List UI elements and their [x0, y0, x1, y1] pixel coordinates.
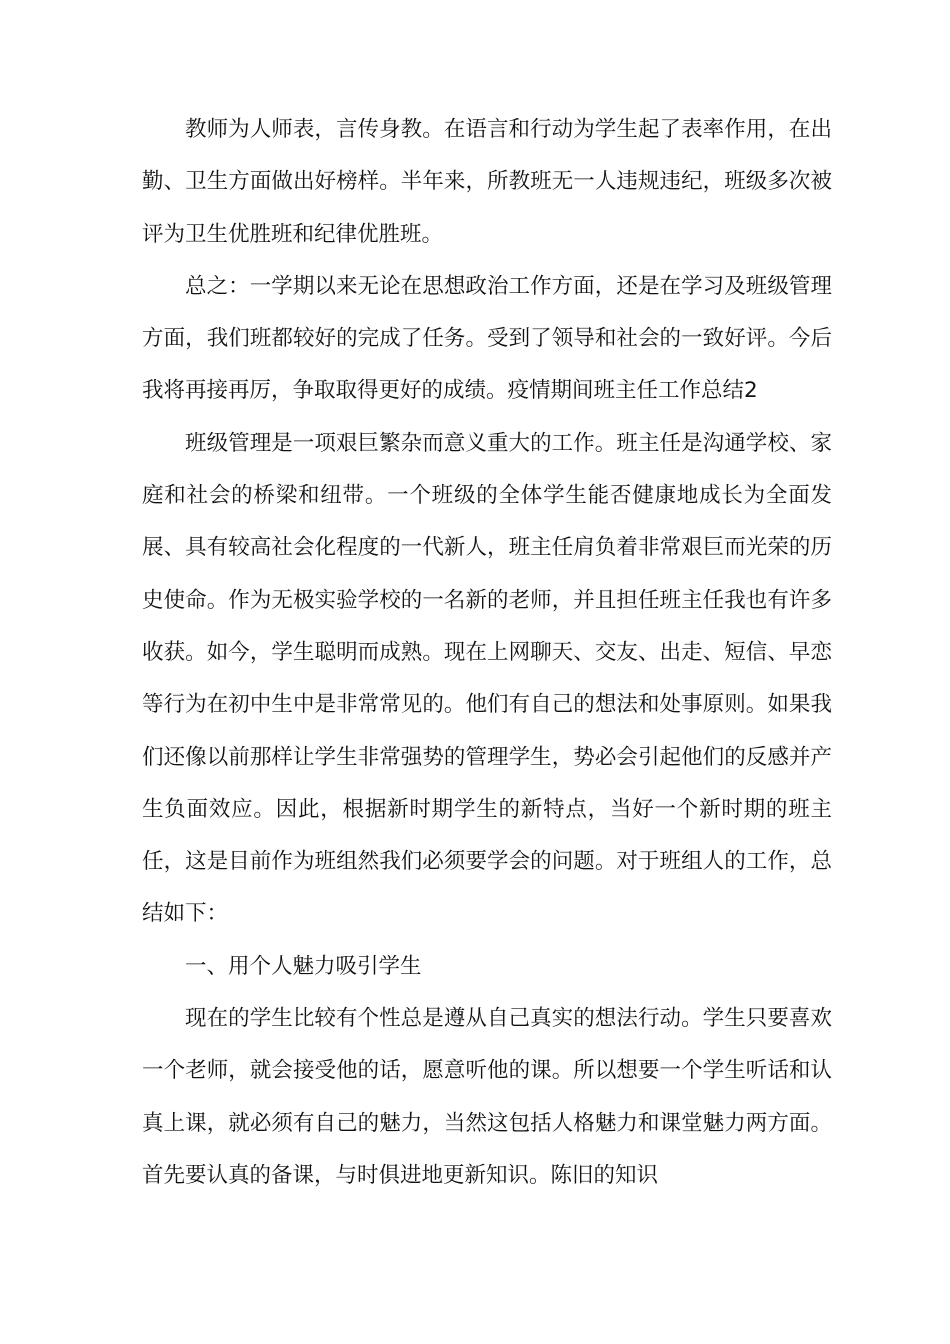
section-heading-personal-charm: 一、用个人魅力吸引学生 [185, 953, 422, 979]
document-body [142, 104, 832, 1202]
paragraph-personal-charm: 现在的学生比较有个性总是遵从自己真实的想法行动。学生只要喜欢一个老师，就会接受他的话，愿意听他的课。所以想要一个学生听话和认真上课，就必须有自己的魅力，当然这包括人格魅力和课堂魅力两方面。首先要认真的备课，与时俱进地更新知识。陈旧的知识 [142, 1006, 832, 1188]
paragraph-class-management: 班级管理是一项艰巨繁杂而意义重大的工作。班主任是沟通学校、家庭和社会的桥梁和纽带。一个班级的全体学生能否健康地成长为全面发展、具有较高社会化程度的一代新人，班主任肩负着非常艰巨而光荣的历史使命。作为无极实验学校的一名新的老师，并且担任班主任我也有许多收获。如今，学生聪明而成熟。现在上网聊天、交友、出走、短信、早恋等行为在初中生中是非常常见的。他们有自己的想法和处事原则。如果我们还像以前那样让学生非常强势的管理学生，势必会引起他们的反感并产生负面效应。因此，根据新时期学生的新特点，当好一个新时期的班主任，这是目前作为班组然我们必须要学会的问题。对于班组人的工作，总结如下： [142, 430, 832, 927]
paragraph-role-model: 教师为人师表，言传身教。在语言和行动为学生起了表率作用，在出勤、卫生方面做出好榜样。半年来，所教班无一人违规违纪，班级多次被评为卫生优胜班和纪律优胜班。 [142, 117, 832, 247]
paragraph-summary: 总之：一学期以来无论在思想政治工作方面，还是在学习及班级管理方面，我们班都较好的完成了任务。受到了领导和社会的一致好评。今后我将再接再厉，争取取得更好的成绩。疫情期间班主任工作总结2 [142, 273, 832, 404]
